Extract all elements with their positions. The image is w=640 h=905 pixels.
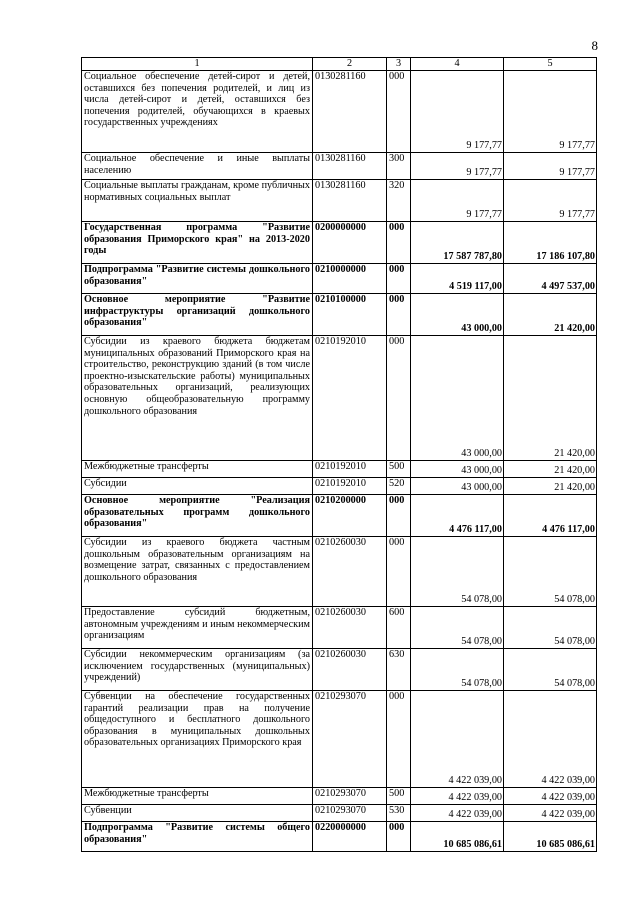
table-row bbox=[82, 180, 597, 222]
row-sum-2-cell: 54 078,00 bbox=[504, 607, 597, 649]
row-code-cell: 0210293070 bbox=[313, 691, 387, 788]
row-sum-1-cell: 9 177,77 bbox=[411, 153, 504, 180]
row-type-cell: 000 bbox=[387, 264, 411, 294]
row-name-cell: Подпрограмма "Развитие системы общего образования" bbox=[82, 822, 313, 852]
row-name-cell: Предоставление субсидий бюджетным, автономным учреждениям и иным некоммерческим организациям bbox=[82, 607, 313, 649]
row-sum-1-cell: 4 519 117,00 bbox=[411, 264, 504, 294]
row-type-cell: 000 bbox=[387, 537, 411, 607]
row-sum-2-cell: 9 177,77 bbox=[504, 180, 597, 222]
row-type-cell: 520 bbox=[387, 478, 411, 495]
row-name-cell: Межбюджетные трансферты bbox=[82, 788, 313, 805]
row-type-cell: 500 bbox=[387, 461, 411, 478]
header-col-3: 3 bbox=[387, 58, 411, 71]
header-col-2: 2 bbox=[313, 58, 387, 71]
row-type-cell: 530 bbox=[387, 805, 411, 822]
row-sum-1-cell: 43 000,00 bbox=[411, 294, 504, 336]
row-name-cell: Социальные выплаты гражданам, кроме публичных нормативных социальных выплат bbox=[82, 180, 313, 222]
row-sum-2-cell: 9 177,77 bbox=[504, 71, 597, 153]
table-row bbox=[82, 649, 597, 691]
row-name-cell: Социальное обеспечение детей-сирот и детей, оставшихся без попечения родителей, и лиц из числа детей-сирот и детей, оставшихся без попечения родителей, обучающихся в краевых государственных учреждениях bbox=[82, 71, 313, 153]
row-sum-2-cell: 4 476 117,00 bbox=[504, 495, 597, 537]
row-sum-2-cell: 21 420,00 bbox=[504, 294, 597, 336]
row-name-cell: Субвенции на обеспечение государственных гарантий реализации прав на получение общедоступного и бесплатного дошкольного образования в муниципальных дошкольных образовательных организациях Приморского края bbox=[82, 691, 313, 788]
row-type-cell: 320 bbox=[387, 180, 411, 222]
row-code-cell: 0210260030 bbox=[313, 649, 387, 691]
page-number: 8 bbox=[591, 38, 598, 53]
row-code-cell: 0210100000 bbox=[313, 294, 387, 336]
row-sum-1-cell: 54 078,00 bbox=[411, 607, 504, 649]
row-type-cell: 500 bbox=[387, 788, 411, 805]
row-sum-1-cell: 4 476 117,00 bbox=[411, 495, 504, 537]
row-sum-1-cell: 17 587 787,80 bbox=[411, 222, 504, 264]
row-sum-2-cell: 21 420,00 bbox=[504, 461, 597, 478]
table-row bbox=[82, 153, 597, 180]
row-sum-1-cell: 9 177,77 bbox=[411, 71, 504, 153]
row-type-cell: 000 bbox=[387, 294, 411, 336]
row-code-cell: 0210192010 bbox=[313, 336, 387, 461]
row-code-cell: 0210260030 bbox=[313, 537, 387, 607]
row-sum-2-cell: 4 422 039,00 bbox=[504, 805, 597, 822]
row-code-cell: 0210200000 bbox=[313, 495, 387, 537]
row-type-cell: 000 bbox=[387, 71, 411, 153]
row-sum-1-cell: 9 177,77 bbox=[411, 180, 504, 222]
table-row bbox=[82, 222, 597, 264]
row-sum-2-cell: 4 497 537,00 bbox=[504, 264, 597, 294]
row-name-cell: Основное мероприятие "Развитие инфраструктуры организаций дошкольного образования" bbox=[82, 294, 313, 336]
row-sum-1-cell: 4 422 039,00 bbox=[411, 805, 504, 822]
row-type-cell: 000 bbox=[387, 495, 411, 537]
row-name-cell: Государственная программа "Развитие образования Приморского края" на 2013-2020 годы bbox=[82, 222, 313, 264]
table-row bbox=[82, 478, 597, 495]
table-row bbox=[82, 822, 597, 852]
row-sum-1-cell: 4 422 039,00 bbox=[411, 691, 504, 788]
row-sum-2-cell: 21 420,00 bbox=[504, 336, 597, 461]
table-row bbox=[82, 537, 597, 607]
table-row bbox=[82, 461, 597, 478]
row-sum-2-cell: 17 186 107,80 bbox=[504, 222, 597, 264]
row-type-cell: 300 bbox=[387, 153, 411, 180]
row-type-cell: 000 bbox=[387, 691, 411, 788]
header-col-1: 1 bbox=[82, 58, 313, 71]
table-row bbox=[82, 691, 597, 788]
row-sum-2-cell: 4 422 039,00 bbox=[504, 691, 597, 788]
row-name-cell: Основное мероприятие "Реализация образовательных программ дошкольного образования" bbox=[82, 495, 313, 537]
row-sum-2-cell: 9 177,77 bbox=[504, 153, 597, 180]
row-sum-1-cell: 54 078,00 bbox=[411, 537, 504, 607]
row-code-cell: 0210293070 bbox=[313, 788, 387, 805]
row-sum-1-cell: 4 422 039,00 bbox=[411, 788, 504, 805]
row-type-cell: 600 bbox=[387, 607, 411, 649]
table-row bbox=[82, 336, 597, 461]
table-row bbox=[82, 71, 597, 153]
row-code-cell: 0130281160 bbox=[313, 153, 387, 180]
row-type-cell: 630 bbox=[387, 649, 411, 691]
row-code-cell: 0130281160 bbox=[313, 180, 387, 222]
row-name-cell: Межбюджетные трансферты bbox=[82, 461, 313, 478]
row-sum-1-cell: 10 685 086,61 bbox=[411, 822, 504, 852]
header-col-4: 4 bbox=[411, 58, 504, 71]
row-code-cell: 0220000000 bbox=[313, 822, 387, 852]
row-code-cell: 0210192010 bbox=[313, 478, 387, 495]
table-row bbox=[82, 294, 597, 336]
row-name-cell: Субсидии bbox=[82, 478, 313, 495]
row-name-cell: Социальное обеспечение и иные выплаты населению bbox=[82, 153, 313, 180]
table-body bbox=[82, 71, 597, 852]
row-name-cell: Субсидии некоммерческим организациям (за исключением государственных (муниципальных) учреждений) bbox=[82, 649, 313, 691]
row-name-cell: Субсидии из краевого бюджета бюджетам муниципальных образований Приморского края на строительство, реконструкцию зданий (в том числе проектно-изыскательские работы) муниципальных образовательных организаций, реализующих основную общеобразовательную программу дошкольного образования bbox=[82, 336, 313, 461]
row-type-cell: 000 bbox=[387, 222, 411, 264]
budget-table bbox=[81, 57, 597, 852]
table-row bbox=[82, 607, 597, 649]
header-col-5: 5 bbox=[504, 58, 597, 71]
row-code-cell: 0210000000 bbox=[313, 264, 387, 294]
row-code-cell: 0130281160 bbox=[313, 71, 387, 153]
table-row bbox=[82, 495, 597, 537]
table-row bbox=[82, 788, 597, 805]
row-code-cell: 0210260030 bbox=[313, 607, 387, 649]
row-code-cell: 0210293070 bbox=[313, 805, 387, 822]
row-sum-2-cell: 4 422 039,00 bbox=[504, 788, 597, 805]
row-sum-1-cell: 43 000,00 bbox=[411, 461, 504, 478]
row-code-cell: 0210192010 bbox=[313, 461, 387, 478]
row-type-cell: 000 bbox=[387, 336, 411, 461]
row-sum-2-cell: 21 420,00 bbox=[504, 478, 597, 495]
row-type-cell: 000 bbox=[387, 822, 411, 852]
row-sum-2-cell: 54 078,00 bbox=[504, 537, 597, 607]
row-name-cell: Подпрограмма "Развитие системы дошкольного образования" bbox=[82, 264, 313, 294]
table-row bbox=[82, 805, 597, 822]
row-name-cell: Субвенции bbox=[82, 805, 313, 822]
row-sum-2-cell: 54 078,00 bbox=[504, 649, 597, 691]
row-code-cell: 0200000000 bbox=[313, 222, 387, 264]
table-header-row bbox=[82, 58, 597, 71]
row-sum-1-cell: 54 078,00 bbox=[411, 649, 504, 691]
row-sum-1-cell: 43 000,00 bbox=[411, 336, 504, 461]
row-sum-2-cell: 10 685 086,61 bbox=[504, 822, 597, 852]
row-name-cell: Субсидии из краевого бюджета частным дошкольным образовательным организациям на возмещение затрат, связанных с предоставлением дошкольного образования bbox=[82, 537, 313, 607]
table-row bbox=[82, 264, 597, 294]
row-sum-1-cell: 43 000,00 bbox=[411, 478, 504, 495]
